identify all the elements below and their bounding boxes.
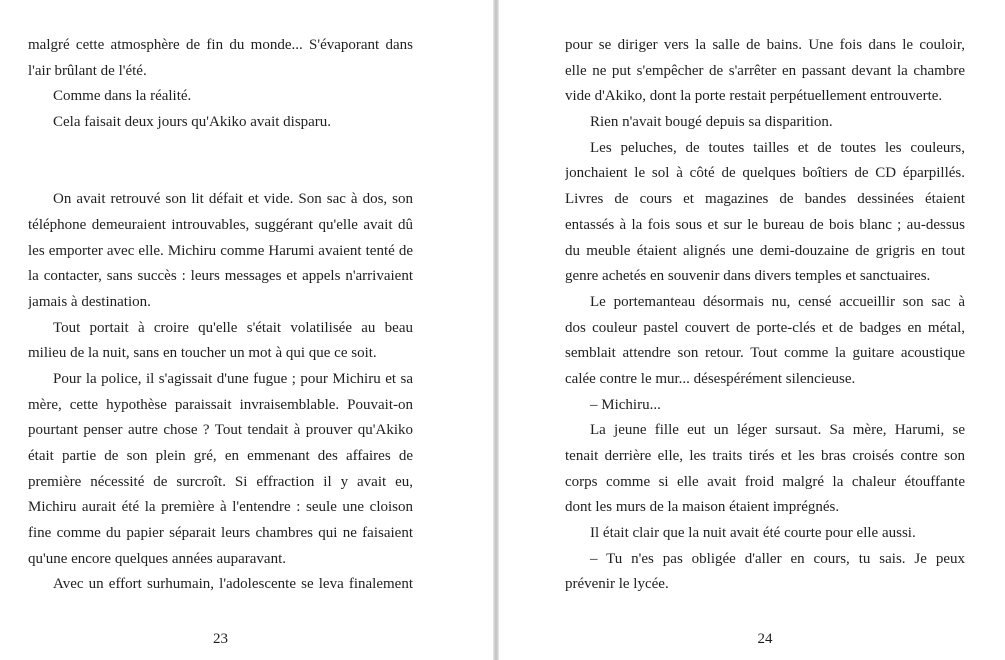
text-line: pour se diriger vers la salle de bains. Une fois dans le couloir, bbox=[565, 37, 965, 53]
text-line: dos couleur pastel couvert de porte-clés et de badges en métal, bbox=[565, 319, 965, 336]
text-line: corps comme si elle avait froid malgré la chaleur étouffante bbox=[565, 473, 965, 490]
right-page-text bbox=[565, 33, 965, 598]
text-line: La jeune fille eut un léger sursaut. Sa mère, Harumi, se bbox=[590, 422, 965, 439]
text-line: Michiru aurait été la première à l'entendre : seule une cloison bbox=[28, 499, 413, 516]
text-line: Cela faisait deux jours qu'Akiko avait disparu. bbox=[53, 114, 332, 131]
text-line: était partie de son plein gré, en emmenant des affaires de bbox=[28, 448, 413, 464]
text-line: Rien n'avait bougé depuis sa disparition. bbox=[590, 114, 833, 131]
text-line: l'air brûlant de l'été. bbox=[28, 62, 147, 79]
text-line: jonchaient le sol à côté de quelques boîtiers de CD éparpillés. bbox=[565, 165, 965, 182]
blank-line bbox=[28, 136, 413, 162]
text-line: – Michiru... bbox=[590, 396, 661, 413]
text-line: Les peluches, de toutes tailles et de toutes les couleurs, bbox=[590, 139, 965, 156]
text-line: calée contre le mur... désespérément silencieuse. bbox=[565, 370, 856, 387]
text-line: vide d'Akiko, dont la porte restait perpétuellement entrouverte. bbox=[565, 88, 943, 105]
text-line: Comme dans la réalité. bbox=[53, 88, 192, 105]
text-line: entassés à la fois sous et sur le bureau de bois blanc ; au-dessus bbox=[565, 216, 965, 233]
text-line: prévenir le lycée. bbox=[565, 576, 669, 593]
page-left bbox=[0, 0, 494, 660]
text-line: Le portemanteau désormais nu, censé accueillir son sac à bbox=[590, 293, 965, 310]
text-line: pourtant penser autre chose ? Tout tendait à prouver qu'Akiko bbox=[28, 422, 413, 439]
text-line: tenait derrière elle, les traits tirés et les bras croisés contre son bbox=[565, 448, 965, 464]
text-line: téléphone demeuraient introuvables, suggérant qu'elle avait dû bbox=[28, 216, 413, 233]
text-line: malgré cette atmosphère de fin du monde... S'évaporant dans bbox=[28, 37, 413, 53]
text-line: elle ne put s'empêcher de s'arrêter en passant devant la chambre bbox=[565, 62, 965, 79]
text-line: milieu de la nuit, sans en toucher un mot à qui que ce soit. bbox=[28, 345, 377, 362]
right-page-number: 24 bbox=[757, 631, 773, 647]
text-line: Livres de cours et magazines de bandes dessinées étaient bbox=[565, 191, 965, 208]
text-line: Pour la police, il s'agissait d'une fugue ; pour Michiru et sa bbox=[53, 370, 413, 387]
left-page-number: 23 bbox=[213, 631, 228, 647]
text-line: fine comme du papier séparait leurs chambres qui ne faisaient bbox=[28, 525, 413, 542]
text-line: dont les murs de la maison étaient imprégnés. bbox=[565, 499, 840, 516]
text-line: du meuble étaient alignés une demi-douzaine de grigris en tout bbox=[565, 242, 965, 259]
text-line: Avec un effort surhumain, l'adolescente se leva finalement bbox=[53, 576, 413, 593]
text-line: semblait attendre son retour. Tout comme la guitare acoustique bbox=[565, 345, 965, 362]
text-line: On avait retrouvé son lit défait et vide. Son sac à dos, son bbox=[53, 191, 413, 208]
text-line: les emporter avec elle. Michiru comme Harumi avaient tenté de bbox=[28, 242, 413, 259]
text-line: Tout portait à croire qu'elle s'était volatilisée au beau bbox=[53, 319, 413, 336]
text-line: première nécessité de surcroît. Si effraction il y avait eu, bbox=[28, 473, 413, 490]
text-line: genre achetés en souvenir dans divers temples et sanctuaires. bbox=[565, 268, 931, 285]
text-line: Il était clair que la nuit avait été courte pour elle aussi. bbox=[590, 525, 916, 542]
blank-line bbox=[28, 161, 413, 187]
text-line: qu'une encore quelques années auparavant. bbox=[28, 550, 287, 567]
text-line: mère, cette hypothèse paraissait invraisemblable. Pouvait-on bbox=[28, 396, 413, 413]
text-line: la contacter, sans succès : leurs messages et appels n'arrivaient bbox=[28, 268, 413, 285]
text-line: jamais à destination. bbox=[28, 293, 151, 310]
text-line: – Tu n'es pas obligée d'aller en cours, tu sais. Je peux bbox=[590, 550, 965, 567]
page-right bbox=[499, 0, 1005, 660]
left-page-text bbox=[28, 33, 413, 598]
